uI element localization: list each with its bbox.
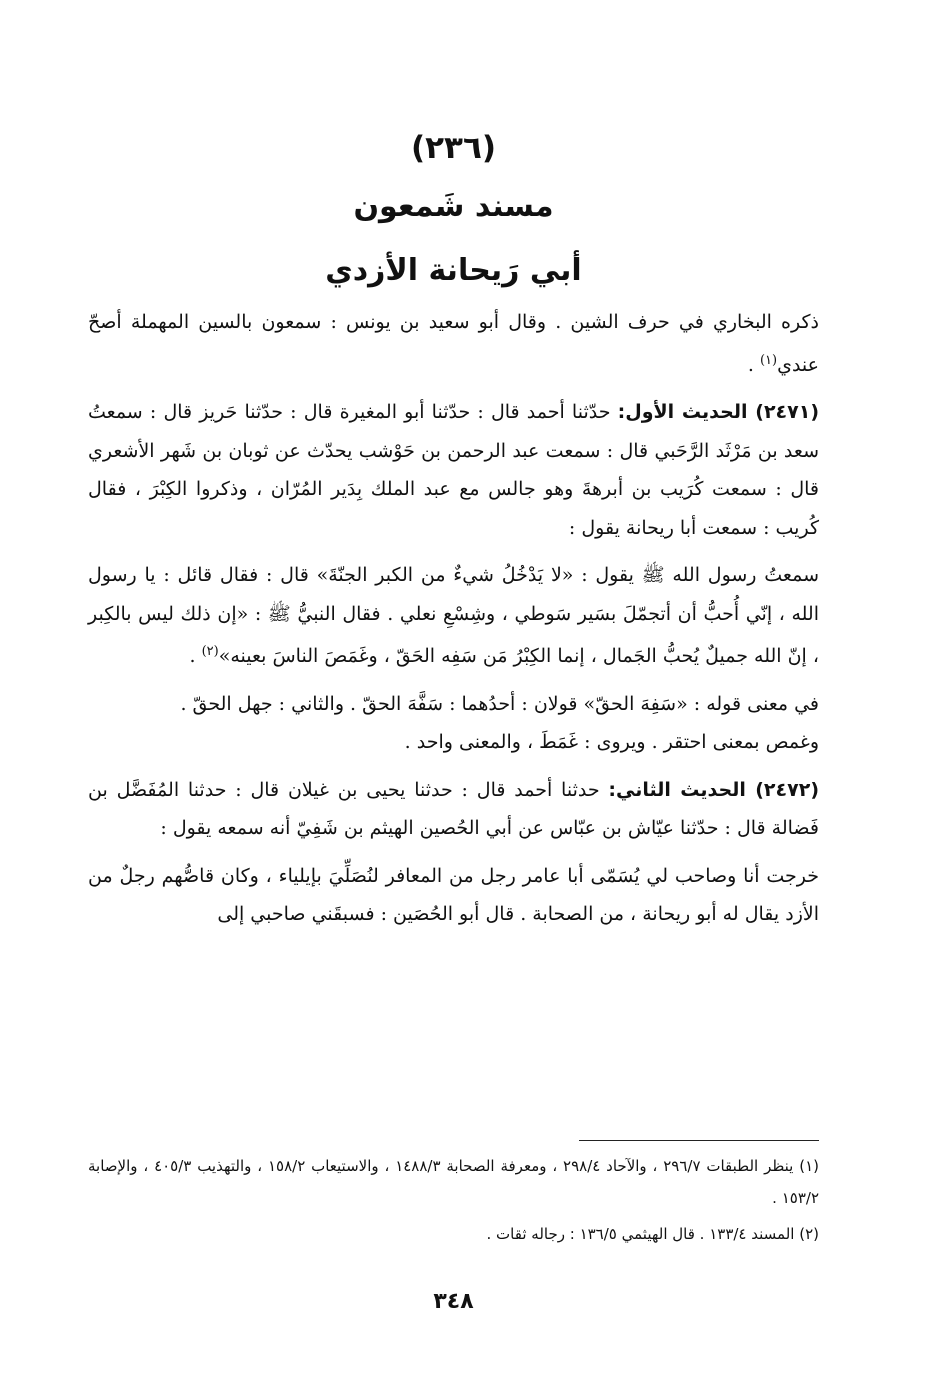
- hadith-2-isnad: حدثنا أحمد قال : حدثنا يحيى بن غيلان قال : حدثنا المُفَضَّل بن فَضالة قال : حدّثنا عيّاش بن عبّاس عن أبي الحُصين الهيثم بن شَفِيّ أنه سمعه يقول :: [88, 778, 819, 839]
- page-number: ٣٤٨: [433, 1289, 474, 1314]
- chapter-title: مسند شَمعون: [353, 189, 554, 224]
- hadith-1-matn-paragraph: [88, 556, 819, 676]
- footnote-ref-2: (٢): [201, 644, 219, 659]
- hadith-1-isnad-paragraph: [88, 393, 819, 547]
- intro-end: .: [747, 353, 760, 376]
- chapter-subtitle: أبي رَيحانة الأزدي: [325, 253, 582, 288]
- gloss-line-2: وغمص بمعنى احتقر . ويروى : غَمَطَ ، والمعنى واحد .: [404, 731, 819, 753]
- hadith-2-heading: (٢٤٧٢) الحديث الثاني:: [608, 778, 819, 801]
- footnote-2: (٢) المسند ١٣٣/٤ . قال الهيثمي ١٣٦/٥ : رجاله ثقات .: [486, 1225, 819, 1243]
- intro-paragraph: [88, 303, 819, 384]
- hadith-2-isnad-paragraph: [88, 771, 819, 848]
- footnote-separator: [579, 1140, 819, 1141]
- footnote-ref-1: (١): [759, 352, 778, 368]
- hadith-2-matn-paragraph: خرجت أنا وصاحب لي يُسَمّى أبا عامر رجل من المعافر لنُصَلِّيَ بإيلياء ، وكان قاصُّهم رجلٌ من الأزد يقال له أبو ريحانة ، من الصحابة . قال أبو الحُصَين : فسبقَني صاحبي إلى: [88, 864, 819, 925]
- book-page: [88, 0, 819, 1377]
- main-text: [88, 303, 819, 943]
- footnote-1: (١) ينظر الطبقات ٢٩٦/٧ ، والآحاد ٢٩٨/٤ ، ومعرفة الصحابة ١٤٨٨/٣ ، والاستيعاب ١٥٨/٢ ، والتهذيب ٤٠٥/٣ ، والإصابة ١٥٣/٢ .: [88, 1157, 819, 1207]
- hadith-1-end: .: [189, 645, 202, 667]
- chapter-number: (٢٣٦): [410, 130, 497, 166]
- hadith-1-matn: سمعتُ رسول الله ﷺ يقول : «لا يَدْخُلُ شيءٌ من الكبر الجنّةَ» قال : فقال قائل : يا رسول الله ، إنّي أُحبُّ أن أتجمّلَ بسَير سَوطي ، وشِسْعِ نعلي . فقال النبيُّ ﷺ : «إن ذلك ليس بالكِبر ، إنّ الله جميلٌ يُحبُّ الجَمال ، إنما الكِبْرُ مَن سَفِه الحَقّ ، وغَمَصَ الناسَ بعينه»: [88, 564, 819, 667]
- intro-text: ذكره البخاري في حرف الشين . وقال أبو سعيد بن يونس : سمعون بالسين المهملة أصحّ عندي: [88, 311, 819, 376]
- gloss-line-1: في معنى قوله : «سَفِهَ الحقّ» قولان : أحدُهما : سَفَّهَ الحقّ . والثاني : جهل الحقّ .: [180, 692, 819, 715]
- hadith-1-heading: (٢٤٧١) الحديث الأول:: [617, 401, 820, 423]
- footnotes: [88, 1150, 819, 1254]
- hadith-1-isnad: حدّثنا أحمد قال : حدّثنا أبو المغيرة قال : حدّثنا حَريز قال : سمعتُ سعد بن مَرْثَد الرَّحَبي قال : سمعت عبد الرحمن بن حَوْشب يحدّث عن ثوبان بن شَهر الأشعري قال : سمعت كُرَيب بن أبرهةَ وهو جالس مع عبد الملك بِدَير المُرّان ، وذكروا الكِبْرَ ، فقال كُريب : سمعت أبا ريحانة يقول :: [88, 401, 819, 539]
